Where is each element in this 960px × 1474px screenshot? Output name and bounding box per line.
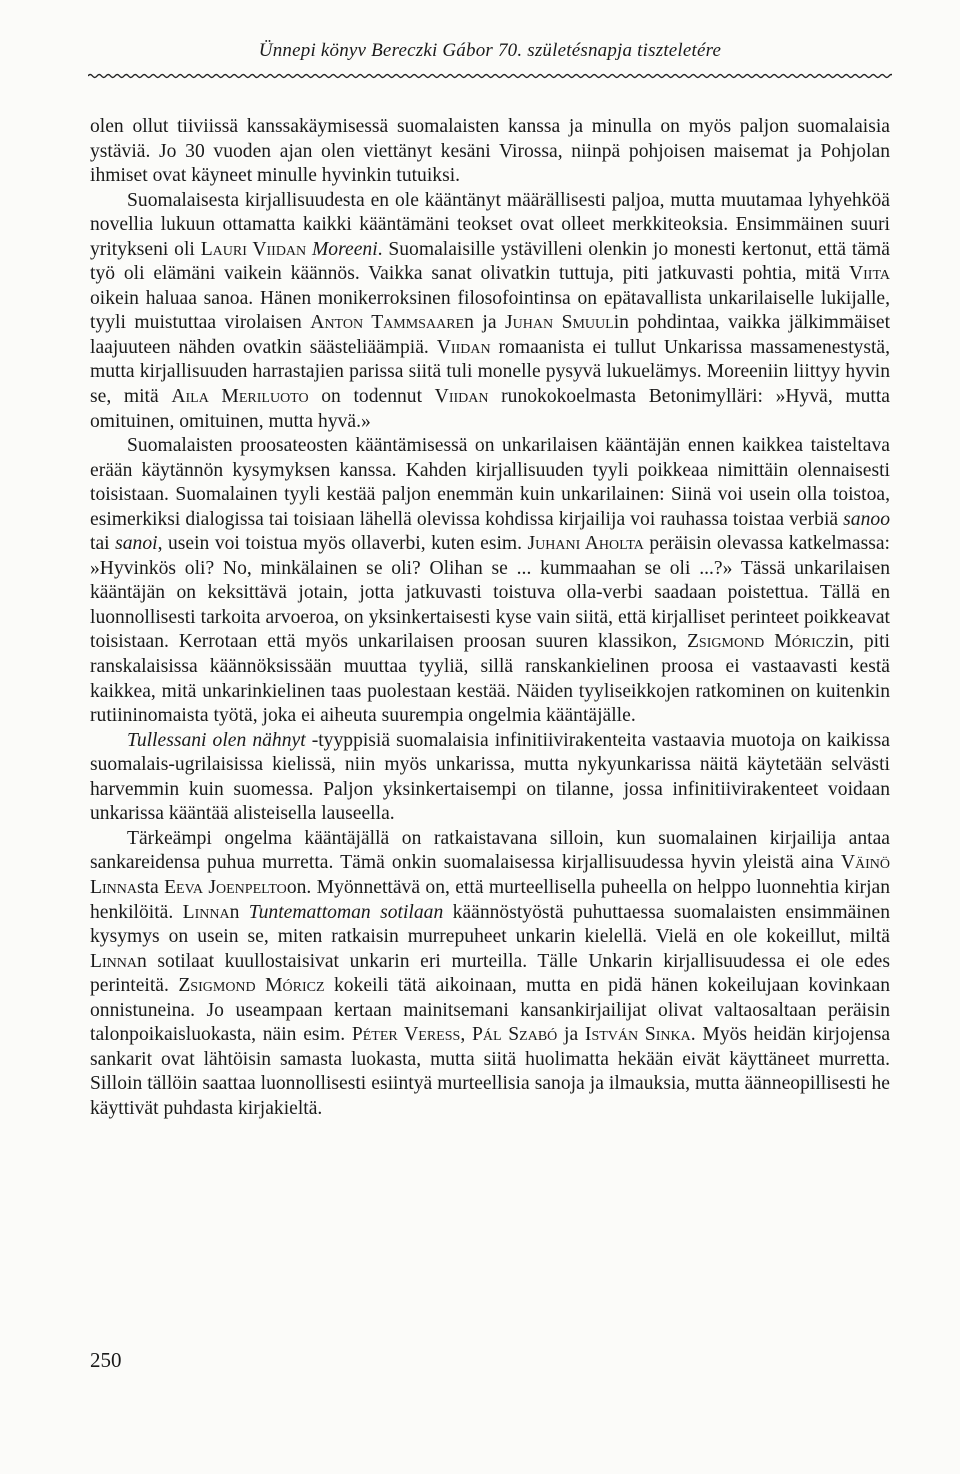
author-name: Zsigmond Móricz [178, 975, 325, 997]
author-name: Anton Tammsaare [310, 312, 465, 334]
page-number: 250 [90, 1348, 122, 1372]
author-name: Pál Szabó [471, 1024, 558, 1046]
author-name: István Sinka [584, 1024, 691, 1046]
italic-text: Tullessani olen nähnyt [127, 729, 306, 751]
paragraph: olen ollut tiiviissä kanssakäymisessä suomalaisten kanssa ja minulla on myös paljon suomalaisia ystäviä. Jo 30 vuoden ajan olen viettänyt kesäni Virossa, niinpä pohjoisen maisemat ja Pohjolan ihmiset ovat käyneet minulle hyvinkin tutuiksi. [90, 116, 890, 187]
author-name: Zsigmond Móricz [686, 631, 834, 653]
paragraph: Tullessani olen nähnyt -tyyppisiä suomalaisia infinitiivirakenteita vastaavia muotoja on kaikissa suomalais-ugrilaisissa kielissä, niin myös unkarissa, mutta nykyunkarissa näitä käytetään selvästi harvemmin kuin suomessa. Paljon yksinkertaisempi on tilanne, jossa infinitiivirakenteet voidaan unkarissa kääntää alisteisella lauseella. [90, 729, 890, 825]
author-name: Linna [182, 901, 230, 923]
italic-text: Tuntemattoman sotilaan [248, 901, 444, 923]
italic-text: sanoo [843, 508, 890, 530]
paragraph: Suomalaisesta kirjallisuudesta en ole kääntänyt määrällisesti paljoa, mutta muutamaa lyhyehköä novellia lukuun ottamatta kaikki kääntämäni teokset ovat olleet merkkiteoksia. Ensimmäinen suuri yritykseni oli Lauri Viidan Moreeni. Suomalaisille ystävilleni olenkin jo monesti kertonut, että tämä työ oli elämäni vaikein käännös. Vaikka sanat olivatkin tuttuja, piti jatkuvasti pohtia, mitä Viita oikein haluaa sanoa. Hänen monikerroksinen filosofointinsa on epätavallista unkarilaiselle lukijalle, tyyli muistuttaa virolaisen Anton Tammsaaren ja Juhan Smuulin pohdintaa, vaikka jälkimmäiset laajuuteen nähden ovatkin säästeliäämpiä. Viidan romaanista ei tullut Unkarissa massamenestystä, mutta kirjallisuuden harrastajien parissa siitä tuli monelle pysyvä lukuelämys. Moreeniin liittyy hyvin se, mitä Aila Meriluoto on todennut Viidan runokokoelmasta Betonimylläri: »Hyvä, mutta omituinen, omituinen, mutta hyvä.» [90, 189, 891, 432]
author-name: Aila Meriluoto [171, 386, 309, 408]
author-name: Viidan [434, 386, 489, 408]
italic-text: sanoi [115, 533, 158, 555]
author-name: Väinö Linna [90, 852, 890, 898]
paragraph: Tärkeämpi ongelma kääntäjällä on ratkaistavana silloin, kun suomalainen kirjailija antaa sankareidensa puhua murretta. Tämä onkin suomalaisessa kirjallisuudessa hyvin yleistä aina Väinö Linnasta Eeva Joenpeltoon. Myönnettävä on, että murteellisella puheella on helppo luonnehtia kirjan henkilöitä. Linnan Tuntemattoman sotilaan käännöstyöstä puhuttaessa suomalaisten ensimmäinen kysymys on usein se, miten ratkaisin murrepuheet unkarin kielellä. Vielä en ole kokeillut, miltä Linnan sotilaat kuullostaisivat unkarin eri murteilla. Tälle Unkarin kirjallisuudessa ei ole edes perinteitä. Zsigmond Móricz kokeili tätä aikoinaan, mutta en pidä hänen kokeilujaan kovinkaan onnistuneina. Jo useampaan kertaan mainitsemani kansankirjailijat olivat valtaosaltaan peräisin talonpoikaisluokasta, näin esim. Péter Veress, Pál Szabó ja István Sinka. Myös heidän kirjojensa sankarit ovat lähtöisin samasta luokasta, mutta siitä huolimatta hekään eivät käyttäneet murretta. Silloin tällöin saattaa luonnollisesti esiintyä murteellisia sanoja ja ilmauksia, mutta äänneopillisesti he käyttivät puhdasta kirjakieltä. [90, 827, 891, 1119]
author-name: Eeva Joenpelto [164, 876, 287, 898]
author-name: Linna [90, 950, 137, 972]
paragraph: Suomalaisten proosateosten kääntämisessä on unkarilaisen kääntäjän ennen kaikkea taisteltava erään käytännön kysymyksen kanssa. Kahden kirjallisuuden tyyli poikkeaa nimittäin olennaisesti toisistaan. Suomalainen tyyli kestää paljon enemmän kuin unkarilainen: Siinä voi usein olla toistoa, esimerkiksi dialogissa tai toisiaan lähellä olevissa kohdissa kirjailija voi rauhassa toistaa verbiä sanoo tai sanoi, usein voi toistua myös ollaverbi, kuten esim. Juhani Aholta peräisin olevassa katkelmassa: »Hyvinkös oli? No, minkälainen se oli? Olihan se ... kummaahan se oli ...?» Tässä unkarilaisen kääntäjän on keksittävä jotain, jotta jatkuvasti toistuva olla-verbi saadaan poistettua. Tällä en luonnollisesti tarkoita arvoeroa, on yksinkertaisesti kyse vain siitä, että kirjalliset perinteet poikkeavat toisistaan. Kerrotaan että myös unkarilaisen proosan suuren klassikon, Zsigmond Móriczin, piti ranskalaisissa käännöksissään muuttaa tyyliä, sillä ranskankielinen proosa ei vastaavasti kestä kaikkea, mitä unkarinkielinen taas puolestaan kestää. Näiden tyyliseikkojen ratkominen on kuitenkin rutiininomaista työtä, joka ei aiheuta suurempia ongelmia kääntäjälle. [90, 435, 890, 727]
author-name: Péter Veress [351, 1024, 461, 1046]
running-head: Ünnepi könyv Bereczki Gábor 70. születésnapja tiszteletére [258, 40, 722, 61]
body-text [90, 115, 890, 1121]
author-name: Viita [848, 263, 890, 285]
italic-text: Moreeni [311, 238, 378, 260]
author-name: Juhani Aholta [527, 533, 644, 555]
author-name: Viidan [436, 336, 491, 358]
author-name: Lauri Viidan [200, 238, 307, 260]
wavy-divider [88, 70, 892, 82]
author-name: Juhan Smuul [505, 312, 614, 334]
